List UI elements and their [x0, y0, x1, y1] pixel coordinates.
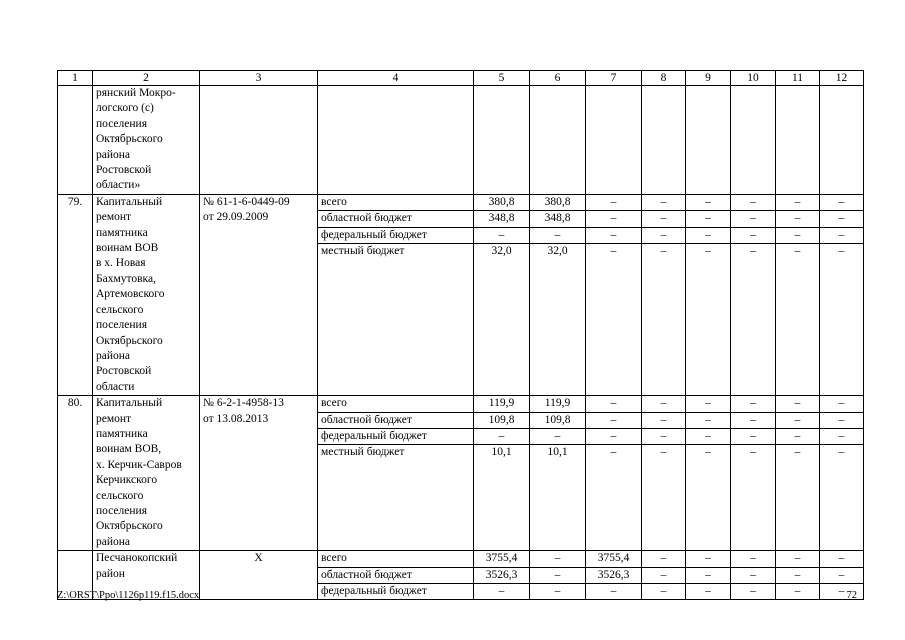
table-row — [58, 194, 864, 395]
amount-value: – — [660, 446, 667, 459]
funding-source: областной бюджет — [318, 211, 473, 227]
value-cell — [642, 86, 686, 195]
object-name-cell: Песчанокопский район — [93, 551, 200, 600]
amount-value: – — [776, 195, 819, 211]
amount-value: – — [776, 567, 819, 583]
document-cell: Х — [200, 551, 318, 600]
value-cell — [586, 86, 642, 195]
column-number: 5 — [474, 71, 530, 86]
column-number: 4 — [318, 71, 474, 86]
amount-value: – — [776, 211, 819, 227]
value-cell — [530, 396, 586, 551]
amount-value: – — [820, 211, 863, 227]
funding-source: местный бюджет — [321, 245, 405, 258]
funding-source: федеральный бюджет — [318, 227, 473, 243]
source-cell — [318, 396, 474, 551]
amount-value: – — [642, 567, 685, 583]
object-name-cell: рянский Мокро- логского (с) поселения Октябрьского района Ростовской области» — [93, 86, 200, 195]
amount-value: – — [731, 211, 775, 227]
amount-value: 380,8 — [530, 195, 585, 211]
amount-value: 348,8 — [530, 211, 585, 227]
amount-value: 3755,4 — [474, 551, 529, 567]
amount-value: 32,0 — [547, 245, 568, 258]
document-cell: № 6-2-1-4958-13 от 13.08.2013 — [200, 396, 318, 551]
amount-value: 109,8 — [530, 412, 585, 428]
amount-value: – — [820, 412, 863, 428]
amount-value: – — [776, 412, 819, 428]
amount-value: – — [731, 428, 775, 444]
value-cell — [474, 86, 530, 195]
amount-value: – — [820, 396, 863, 412]
column-number: 8 — [642, 71, 686, 86]
amount-value: 119,9 — [474, 396, 529, 412]
continuation-row — [58, 86, 864, 195]
page-number: 72 — [846, 590, 857, 601]
value-cell — [820, 86, 864, 195]
document-cell — [200, 86, 318, 195]
amount-value: – — [642, 211, 685, 227]
amount-value: – — [731, 396, 775, 412]
value-cell — [530, 194, 586, 395]
column-number: 12 — [820, 71, 864, 86]
amount-value: – — [660, 585, 667, 597]
amount-value: – — [642, 551, 685, 567]
funding-source: всего — [318, 396, 473, 412]
amount-value: – — [731, 195, 775, 211]
funding-source: областной бюджет — [318, 567, 473, 583]
amount-value: 3526,3 — [586, 567, 641, 583]
amount-value: – — [776, 227, 819, 243]
amount-value: – — [554, 585, 561, 597]
row-number-cell: 79. — [58, 194, 93, 395]
column-number: 1 — [58, 71, 93, 86]
amount-value: – — [530, 428, 585, 444]
column-number: 11 — [776, 71, 820, 86]
row-number-cell: 80. — [58, 396, 93, 551]
amount-value: – — [776, 551, 819, 567]
funding-source: федеральный бюджет — [321, 585, 427, 597]
amount-value: – — [686, 567, 730, 583]
amount-value: – — [530, 551, 585, 567]
amount-value: – — [686, 195, 730, 211]
amount-value: – — [705, 245, 711, 258]
amount-value: 10,1 — [547, 446, 568, 459]
amount-value: – — [530, 567, 585, 583]
amount-value: – — [530, 227, 585, 243]
value-cell — [686, 551, 731, 600]
amount-value: – — [586, 211, 641, 227]
value-cell — [820, 396, 864, 551]
amount-value: – — [586, 195, 641, 211]
column-number-row — [58, 71, 864, 86]
value-cell — [731, 194, 776, 395]
amount-value: – — [686, 551, 730, 567]
amount-value: – — [750, 446, 756, 459]
column-number: 2 — [93, 71, 200, 86]
value-cell — [686, 194, 731, 395]
amount-value: – — [776, 396, 819, 412]
table-body — [58, 71, 864, 600]
value-cell — [586, 396, 642, 551]
amount-value: 109,8 — [474, 412, 529, 428]
amount-value: – — [794, 245, 801, 258]
object-name-cell: Капитальный ремонт памятника воинам ВОВ, х. Керчик-Савров Керчикского сельского поселения Октябрьского района — [93, 396, 200, 551]
amount-value: – — [642, 428, 685, 444]
amount-value: – — [686, 211, 730, 227]
source-cell — [318, 551, 474, 600]
value-cell — [686, 396, 731, 551]
value-cell — [776, 194, 820, 395]
amount-value: – — [838, 446, 845, 459]
value-cell — [731, 396, 776, 551]
amount-value: – — [794, 585, 801, 597]
amount-value: – — [686, 396, 730, 412]
source-cell — [318, 194, 474, 395]
column-number: 7 — [586, 71, 642, 86]
amount-value: – — [642, 227, 685, 243]
amount-value: – — [642, 195, 685, 211]
value-cell — [776, 396, 820, 551]
amount-value: – — [642, 412, 685, 428]
value-cell — [820, 194, 864, 395]
amount-value: – — [820, 551, 863, 567]
amount-value: – — [838, 245, 845, 258]
funding-source: федеральный бюджет — [318, 428, 473, 444]
amount-value: – — [820, 567, 863, 583]
amount-value: – — [820, 227, 863, 243]
amount-value: – — [610, 245, 617, 258]
value-cell — [586, 194, 642, 395]
value-cell — [474, 194, 530, 395]
value-cell — [530, 551, 586, 600]
column-number: 3 — [200, 71, 318, 86]
value-cell — [530, 86, 586, 195]
amount-value: – — [820, 428, 863, 444]
amount-value: – — [642, 396, 685, 412]
amount-value: – — [586, 396, 641, 412]
amount-value: – — [731, 412, 775, 428]
amount-value: – — [610, 585, 617, 597]
amount-value: – — [731, 567, 775, 583]
amount-value: – — [705, 446, 711, 459]
amount-value: – — [586, 227, 641, 243]
budget-table — [57, 70, 864, 600]
amount-value: 3755,4 — [586, 551, 641, 567]
amount-value: – — [686, 428, 730, 444]
value-cell — [586, 551, 642, 600]
funding-source: всего — [318, 195, 473, 211]
funding-source: местный бюджет — [321, 446, 405, 459]
amount-value: – — [660, 245, 667, 258]
amount-value: – — [686, 412, 730, 428]
object-name-cell: Капитальный ремонт памятника воинам ВОВ в х. Новая Бахмутовка, Артемовского сельского поселения Октябрьского района Ростовской области — [93, 194, 200, 395]
value-cell — [642, 194, 686, 395]
value-cell — [642, 396, 686, 551]
funding-source: областной бюджет — [318, 412, 473, 428]
footer-file-path: Z:\ORST\Ppo\1126p119.f15.docx — [57, 590, 200, 601]
amount-value: – — [750, 585, 756, 597]
funding-source: всего — [318, 551, 473, 567]
column-number: 10 — [731, 71, 776, 86]
amount-value: – — [498, 585, 505, 597]
amount-value: 3526,3 — [474, 567, 529, 583]
amount-value: 32,0 — [491, 245, 512, 258]
amount-value: – — [686, 227, 730, 243]
amount-value: – — [586, 428, 641, 444]
amount-value: – — [750, 245, 756, 258]
amount-value: – — [474, 428, 529, 444]
table-row — [58, 396, 864, 551]
value-cell — [474, 551, 530, 600]
column-number: 6 — [530, 71, 586, 86]
amount-value: 380,8 — [474, 195, 529, 211]
amount-value: – — [794, 446, 801, 459]
amount-value: 10,1 — [491, 446, 512, 459]
amount-value: – — [731, 227, 775, 243]
value-cell — [776, 86, 820, 195]
source-cell — [318, 86, 474, 195]
amount-value: – — [705, 585, 711, 597]
amount-value: – — [474, 227, 529, 243]
amount-value: 119,9 — [530, 396, 585, 412]
amount-value: – — [610, 446, 617, 459]
value-cell — [731, 86, 776, 195]
value-cell — [686, 86, 731, 195]
value-cell — [731, 551, 776, 600]
row-number-cell — [58, 86, 93, 195]
value-cell — [642, 551, 686, 600]
value-cell — [776, 551, 820, 600]
value-cell — [474, 396, 530, 551]
amount-value: 348,8 — [474, 211, 529, 227]
document-cell: № 61-1-6-0449-09 от 29.09.2009 — [200, 194, 318, 395]
amount-value: – — [820, 195, 863, 211]
amount-value: – — [776, 428, 819, 444]
amount-value: – — [586, 412, 641, 428]
column-number: 9 — [686, 71, 731, 86]
amount-value: – — [731, 551, 775, 567]
amount-value: – — [838, 585, 845, 597]
